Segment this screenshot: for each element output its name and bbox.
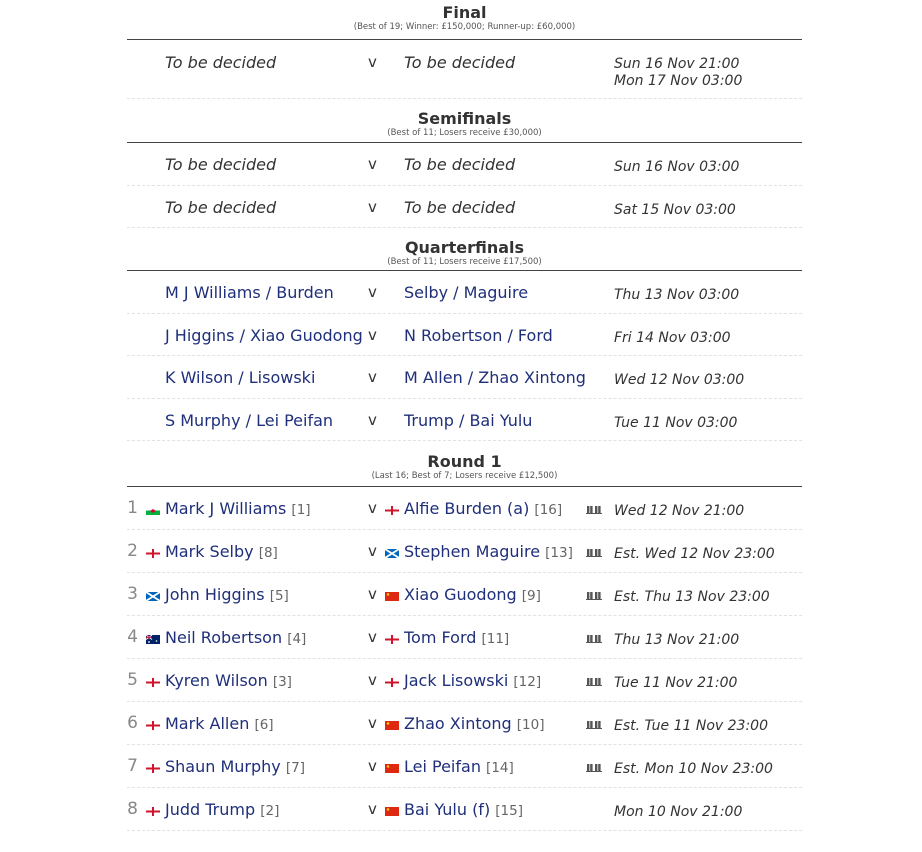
- wales-flag-icon: [146, 506, 160, 515]
- player2-seed: [9]: [521, 588, 541, 604]
- england-flag-icon: [385, 678, 399, 687]
- match-number: 8: [127, 799, 138, 819]
- player1-link[interactable]: Judd Trump: [165, 800, 256, 819]
- versus-label: v: [368, 155, 377, 173]
- match-number: 6: [127, 713, 138, 733]
- player1-link[interactable]: Shaun Murphy: [165, 757, 281, 776]
- player2-link[interactable]: Xiao Guodong: [404, 585, 517, 604]
- quarterfinal-pair1-link[interactable]: S Murphy / Lei Peifan: [165, 410, 334, 430]
- player2-seed: [10]: [516, 717, 545, 733]
- versus-label: v: [368, 542, 377, 560]
- player2-seed: [15]: [495, 803, 523, 819]
- quarterfinal-pair2-link[interactable]: N Robertson / Ford: [404, 325, 553, 345]
- versus-label: v: [368, 628, 377, 646]
- versus-label: v: [368, 671, 377, 689]
- round1-match-row: [127, 573, 802, 616]
- quarterfinal-pair1-link[interactable]: J Higgins / Xiao Guodong: [165, 325, 363, 345]
- match-time: Est. Mon 10 Nov 23:00: [614, 761, 773, 777]
- player1-link[interactable]: Neil Robertson: [165, 628, 283, 647]
- semifinal-time: Sun 16 Nov 03:00: [614, 159, 740, 175]
- draw-container: [127, 0, 802, 831]
- quarterfinals-subtitle: (Best of 11; Losers receive £17,500): [387, 257, 542, 267]
- player2-seed: [14]: [486, 760, 514, 776]
- match-number: 3: [127, 584, 138, 604]
- china-flag-icon: [385, 764, 399, 773]
- england-flag-icon: [146, 807, 160, 816]
- australia-flag-icon: [146, 635, 160, 644]
- england-flag-icon: [146, 678, 160, 687]
- tv-icon[interactable]: [586, 590, 602, 603]
- quarterfinal-time: Tue 11 Nov 03:00: [614, 414, 738, 431]
- semifinal-match-row: [127, 186, 802, 229]
- quarterfinal-pair2-link[interactable]: Trump / Bai Yulu: [404, 410, 533, 430]
- player2-seed: [12]: [513, 674, 542, 690]
- match-time: Mon 10 Nov 21:00: [614, 804, 743, 820]
- versus-label: v: [368, 757, 377, 775]
- match-time: Wed 12 Nov 21:00: [614, 503, 745, 519]
- quarterfinal-pair2-link[interactable]: Selby / Maguire: [404, 283, 529, 302]
- final-match-row: [127, 40, 802, 99]
- match-time: Est. Wed 12 Nov 23:00: [614, 546, 775, 562]
- match-time: Tue 11 Nov 21:00: [614, 675, 738, 691]
- china-flag-icon: [385, 807, 399, 816]
- semifinal-player1: To be decided: [165, 197, 277, 217]
- versus-label: v: [368, 499, 377, 517]
- player2-link[interactable]: Stephen Maguire: [404, 542, 541, 561]
- final-title: Final: [442, 3, 487, 22]
- player2-link[interactable]: Lei Peifan: [404, 757, 481, 776]
- china-flag-icon: [385, 592, 399, 601]
- versus-label: v: [368, 800, 377, 818]
- versus-label: v: [368, 368, 377, 386]
- player1-link[interactable]: Mark J Williams: [165, 499, 287, 518]
- player1-seed: [1]: [291, 502, 311, 518]
- player2-link[interactable]: Bai Yulu (f): [404, 800, 491, 819]
- match-number: 1: [127, 498, 138, 518]
- scotland-flag-icon: [146, 592, 160, 601]
- match-number: 7: [127, 756, 138, 776]
- tv-icon[interactable]: [586, 547, 602, 560]
- quarterfinal-pair2-link[interactable]: M Allen / Zhao Xintong: [404, 368, 586, 387]
- round1-subtitle: (Last 16; Best of 7; Losers receive £12,500): [371, 471, 558, 481]
- quarterfinals-title: Quarterfinals: [404, 238, 525, 257]
- round1-match-row: [127, 530, 802, 573]
- semifinals-title: Semifinals: [417, 109, 512, 128]
- quarterfinal-pair1-link[interactable]: M J Williams / Burden: [165, 283, 334, 302]
- player2-link[interactable]: Tom Ford: [404, 628, 477, 647]
- semifinal-player1: To be decided: [165, 155, 277, 174]
- quarterfinal-pair1-link[interactable]: K Wilson / Lisowski: [165, 368, 316, 387]
- england-flag-icon: [146, 721, 160, 730]
- player1-link[interactable]: John Higgins: [165, 585, 265, 604]
- round1-title: Round 1: [427, 452, 502, 471]
- player1-seed: [3]: [272, 674, 292, 690]
- semifinals-header: [127, 99, 802, 138]
- player1-link[interactable]: Mark Allen: [165, 714, 250, 733]
- player2-seed: [11]: [481, 631, 510, 647]
- england-flag-icon: [385, 506, 399, 515]
- player1-seed: [6]: [254, 717, 274, 733]
- round1-match-list: [127, 487, 802, 831]
- player2-seed: [16]: [534, 502, 563, 518]
- match-time: Est. Tue 11 Nov 23:00: [614, 718, 768, 734]
- versus-label: v: [368, 283, 377, 301]
- player2-link[interactable]: Zhao Xintong: [404, 714, 512, 733]
- player1-seed: [5]: [269, 588, 289, 604]
- final-header: [127, 0, 802, 32]
- quarterfinal-time: Thu 13 Nov 03:00: [614, 287, 740, 303]
- quarterfinal-match-row: [127, 271, 802, 314]
- match-time: Thu 13 Nov 21:00: [614, 632, 740, 648]
- versus-label: v: [368, 325, 377, 344]
- round1-header: [127, 441, 802, 481]
- semifinal-player2: To be decided: [404, 197, 516, 217]
- match-number: 2: [127, 541, 138, 561]
- player1-seed: [2]: [260, 803, 280, 819]
- versus-label: v: [368, 53, 377, 71]
- tv-icon[interactable]: [586, 676, 602, 689]
- quarterfinal-match-row: [127, 356, 802, 399]
- final-subtitle: (Best of 19; Winner: £150,000; Runner-up: £60,000): [353, 22, 576, 32]
- quarterfinal-time: Fri 14 Nov 03:00: [614, 329, 731, 346]
- semifinal-time: Sat 15 Nov 03:00: [614, 201, 736, 218]
- round1-match-row: [127, 616, 802, 659]
- final-time-session2: Mon 17 Nov 03:00: [614, 73, 743, 89]
- england-flag-icon: [146, 549, 160, 558]
- versus-label: v: [368, 585, 377, 603]
- round1-match-row: [127, 745, 802, 788]
- player2-link[interactable]: Jack Lisowski: [404, 671, 509, 690]
- tv-icon[interactable]: [586, 719, 602, 732]
- versus-label: v: [368, 197, 377, 216]
- china-flag-icon: [385, 721, 399, 730]
- match-number: 5: [127, 670, 138, 690]
- tv-icon[interactable]: [586, 762, 602, 775]
- tv-icon[interactable]: [586, 633, 602, 646]
- final-player2: To be decided: [404, 53, 516, 72]
- match-time: Est. Thu 13 Nov 23:00: [614, 589, 770, 605]
- quarterfinal-time: Wed 12 Nov 03:00: [614, 372, 745, 388]
- round1-match-row: [127, 659, 802, 702]
- versus-label: v: [368, 714, 377, 732]
- player2-link[interactable]: Alfie Burden (a): [404, 499, 530, 518]
- quarterfinal-match-row: [127, 314, 802, 357]
- player1-seed: [8]: [258, 545, 278, 561]
- round1-match-row: [127, 788, 802, 831]
- player1-link[interactable]: Kyren Wilson: [165, 671, 268, 690]
- tv-icon[interactable]: [586, 504, 602, 517]
- quarterfinals-header: [127, 228, 802, 267]
- scotland-flag-icon: [385, 549, 399, 558]
- england-flag-icon: [385, 635, 399, 644]
- quarterfinal-match-row: [127, 399, 802, 442]
- player1-seed: [4]: [287, 631, 307, 647]
- semifinal-match-row: [127, 143, 802, 186]
- semifinals-subtitle: (Best of 11; Losers receive £30,000): [387, 128, 542, 138]
- player1-seed: [7]: [285, 760, 305, 776]
- versus-label: v: [368, 410, 377, 429]
- round1-match-row: [127, 487, 802, 530]
- semifinal-player2: To be decided: [404, 155, 516, 174]
- player1-link[interactable]: Mark Selby: [165, 542, 254, 561]
- final-player1: To be decided: [165, 53, 277, 72]
- player2-seed: [13]: [545, 545, 573, 561]
- round1-match-row: [127, 702, 802, 745]
- england-flag-icon: [146, 764, 160, 773]
- final-time-session1: Sun 16 Nov 21:00: [614, 56, 740, 72]
- match-number: 4: [127, 627, 138, 647]
